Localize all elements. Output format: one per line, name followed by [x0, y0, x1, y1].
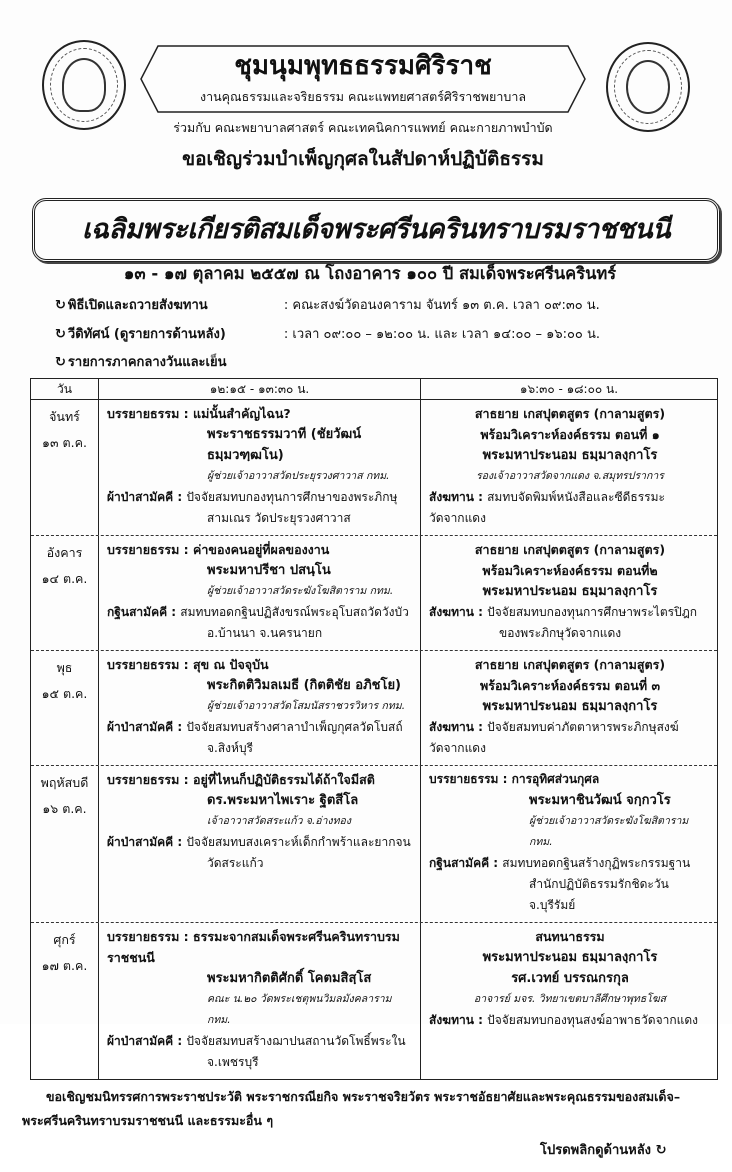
day-date: ๑๖ ต.ค. — [42, 801, 87, 816]
schedule-line — [429, 466, 711, 487]
schedule-line — [429, 811, 711, 853]
line-text: ธรรมะจากสมเด็จพระศรีนครินทราบรมราชชนนี — [107, 929, 400, 965]
header-midday: ๑๒:๑๕ - ๑๓:๓๐ น. — [99, 379, 421, 399]
info-label: พิธีเปิดและถวายสังฆทาน — [67, 298, 208, 313]
line-label: กฐินสามัคคี : — [429, 856, 503, 870]
day-day: พุธ — [56, 660, 73, 675]
line-label: สังฆทาน : — [429, 1013, 488, 1027]
line-text: สมทบจัดพิมพ์หนังสือและซีดีธรรมะ วัดจากแดง — [429, 490, 665, 525]
line-text: อาจารย์ มจร. วิทยาเขตบาลีศึกษาพุทธโฆส — [473, 993, 667, 1005]
line-text: ปัจจัยสมทบสร้างศาลาบำเพ็ญกุศลวัดโบสถ์ — [186, 720, 403, 734]
midday-cell — [99, 923, 421, 1079]
flip-over-note — [540, 1140, 718, 1162]
organization-title: ชุมนุมพุทธธรรมศิริราช — [234, 51, 492, 81]
schedule-line — [107, 623, 416, 644]
line-label: ผ้าป่าสามัคคี : — [107, 720, 187, 734]
schedule-line — [429, 989, 711, 1010]
info-program — [55, 353, 232, 373]
line-text: ผู้ช่วยเจ้าอาวาสวัดประยุรวงศาวาส กทม. — [207, 470, 390, 482]
line-text: พร้อมวิเคราะห์องค์ธรรม ตอนที่๒ — [482, 563, 658, 578]
schedule-line — [429, 487, 711, 529]
schedule-line — [429, 769, 711, 790]
day-day: จันทร์ — [49, 409, 80, 424]
schedule-line — [429, 623, 711, 644]
schedule-line — [429, 539, 711, 560]
day-cell — [31, 400, 99, 535]
line-label: บรรยายธรรม : — [107, 772, 194, 787]
schedule-line — [429, 403, 711, 424]
line-text: พร้อมวิเคราะห์องค์ธรรม ตอนที่ ๓ — [480, 678, 660, 693]
schedule-line — [107, 696, 416, 717]
schedule-line — [107, 989, 416, 1031]
line-text: จ.เพชรบุรี — [207, 1055, 259, 1069]
line-text: พระมหาประนอม ธมฺมาลงฺกาโร — [482, 448, 658, 463]
table-row — [31, 535, 717, 650]
line-text: ปัจจัยสมทบค่าภัตตาหารพระภิกษุสงฆ์วัดจากแดง — [429, 720, 679, 755]
banner-box — [32, 198, 720, 262]
day-cell — [31, 923, 99, 1079]
info-label: วีดิทัศน์ (ดูรายการด้านหลัง) — [67, 327, 226, 342]
info-value: : คณะสงฆ์วัดอนงคาราม จันทร์ ๑๓ ต.ค. เวลา ๐๙:๓๐ น. — [283, 298, 600, 313]
line-label: สังฆทาน : — [429, 605, 488, 619]
table-row — [31, 922, 717, 1079]
schedule-line — [107, 853, 416, 874]
line-text: พระมหาประนอม ธมฺมาลงฺกาโร — [482, 584, 658, 599]
exhibition-note-line1: ขอเชิญชมนิทรรศการพระราชประวัติ พระราชกรณียกิจ พระราชจริยวัตร พระราชอัธยาศัยและพระคุณธรรมของสมเด็จ– — [46, 1089, 681, 1104]
schedule-line — [107, 466, 416, 487]
info-opening — [55, 296, 600, 316]
line-text: อยู่ที่ไหนก็ปฏิบัติธรรมได้ถ้าใจมีสติ — [193, 772, 375, 787]
schedule-table — [30, 378, 718, 1080]
line-text: การอุทิศส่วนกุศล — [511, 772, 600, 786]
schedule-line — [107, 738, 416, 759]
line-text: เจ้าอาวาสวัดสระแก้ว จ.อ่างทอง — [207, 815, 351, 827]
line-text: ผู้ช่วยเจ้าอาวาสวัดระฆังโฆสิตาราม กทม. — [207, 585, 394, 597]
line-text: อ.บ้านนา จ.นครนายก — [207, 626, 323, 640]
line-label: บรรยายธรรม : — [107, 929, 194, 944]
line-text: ปัจจัยสมทบกองทุนการศึกษาพระไตรปิฎก — [487, 605, 698, 619]
schedule-line — [107, 602, 416, 623]
evening-cell — [421, 923, 717, 1079]
bullet-icon: ↻ — [55, 298, 66, 313]
schedule-line — [429, 926, 711, 947]
line-text: สำนักปฏิบัติธรรมรักชิดะวัน จ.บุรีรัมย์ — [529, 877, 669, 912]
schedule-line — [107, 654, 416, 675]
line-text: แม่นั้นสำคัญไฉน? — [193, 406, 291, 421]
line-text: รองเจ้าอาวาสวัดจากแดง จ.สมุทรปราการ — [476, 470, 664, 482]
schedule-line — [107, 487, 416, 508]
info-value: : เวลา ๐๙:๐๐ – ๑๒:๐๐ น. และ เวลา ๑๔:๐๐ – ๑๖:๐๐ น. — [283, 327, 600, 342]
day-date: ๑๗ ต.ค. — [41, 958, 88, 973]
line-label: บรรยายธรรม : — [107, 542, 194, 557]
line-text: สนทนาธรรม — [535, 929, 605, 944]
line-text: สาธยาย เกสปุตตสูตร (กาลามสูตร) — [474, 657, 666, 672]
bullet-icon: ↻ — [55, 327, 66, 342]
line-label: บรรยายธรรม : — [107, 406, 194, 421]
line-text: ปัจจัยสมทบสงเคราะห์เด็กกำพร้าและยากจน — [186, 835, 411, 849]
schedule-line — [107, 560, 416, 581]
cooperation-line: ร่วมกับ คณะพยาบาลศาสตร์ คณะเทคนิคการแพทย์ คณะกายภาพบำบัด — [173, 120, 553, 135]
line-text: ผู้ช่วยเจ้าอาวาสวัดโสมนัสราชวรวิหาร กทม. — [207, 700, 406, 712]
day-cell — [31, 766, 99, 922]
line-text: ปัจจัยสมทบสร้างฌาปนสถานวัดโพธิ์พระใน — [186, 1034, 406, 1048]
line-label: สังฆทาน : — [429, 490, 488, 504]
schedule-line — [429, 790, 711, 811]
header-day: วัน — [31, 379, 99, 399]
schedule-line — [429, 654, 711, 675]
line-text: พระกิตติวิมลเมธี (กิตติชัย อภิชโย) — [207, 678, 402, 693]
schedule-line — [107, 926, 416, 968]
schedule-line — [107, 581, 416, 602]
exhibition-note-line2: พระศรีนครินทราบรมราชชนนี และธรรมะอื่น ๆ — [22, 1113, 274, 1128]
schedule-line — [429, 424, 711, 445]
header-evening: ๑๖:๓๐ - ๑๘:๐๐ น. — [519, 382, 619, 396]
banner-title: เฉลิมพระเกียรติสมเด็จพระศรีนครินทราบรมราชชนนี — [81, 214, 671, 245]
schedule-line — [429, 853, 711, 874]
schedule-line — [107, 790, 416, 811]
line-text: ค่าของคนอยู่ที่ผลของงาน — [193, 542, 330, 557]
flip-text: โปรดพลิกดูด้านหลัง — [540, 1143, 652, 1158]
line-label: บรรยายธรรม : — [107, 657, 194, 672]
line-text: สมทบทอดกฐินปฏิสังขรณ์พระอุโบสถวัดวังบัว — [180, 605, 409, 619]
evening-cell — [421, 651, 717, 765]
schedule-line — [429, 696, 711, 717]
table-row — [31, 650, 717, 765]
line-text: พระมหาปรีชา ปสนฺโน — [207, 563, 331, 578]
main-content — [22, 378, 718, 1172]
line-text: สมทบทอดกฐินสร้างกุฏิพระกรรมฐาน — [502, 856, 691, 870]
schedule-line — [107, 424, 416, 466]
schedule-line — [429, 874, 711, 916]
schedule-line — [429, 445, 711, 466]
line-text: พระมหาประนอม ธมฺมาลงฺกาโร — [482, 699, 658, 714]
schedule-line — [429, 717, 711, 759]
line-label: กฐินสามัคคี : — [107, 605, 181, 619]
invitation-heading: ขอเชิญร่วมบำเพ็ญกุศลในสัปดาห์ปฏิบัติธรรม — [182, 148, 544, 170]
line-text: คณะ น.๒๐ วัดพระเชตุพนวิมลมังคลาราม กทม. — [207, 993, 392, 1026]
day-date: ๑๓ ต.ค. — [42, 435, 87, 450]
line-text: พระมหาชินวัฒน์ จกฺกวโร — [529, 793, 671, 808]
line-text: พร้อมวิเคราะห์องค์ธรรม ตอนที่ ๑ — [480, 427, 660, 442]
schedule-line — [429, 968, 711, 989]
midday-cell — [99, 766, 421, 922]
dates-venue: ๑๓ - ๑๗ ตุลาคม ๒๕๕๗ ณ โถงอาคาร ๑๐๐ ปี สมเด็จพระศรีนครินทร์ — [123, 264, 617, 283]
line-label: สังฆทาน : — [429, 720, 488, 734]
line-text: สามเณร วัดประยุรวงศาวาส — [207, 511, 351, 525]
midday-cell — [99, 400, 421, 535]
schedule-line — [107, 1052, 416, 1073]
schedule-line — [107, 811, 416, 832]
organization-subtitle: งานคุณธรรมและจริยธรรม คณะแพทยศาสตร์ศิริราชพยาบาล — [200, 89, 526, 104]
line-text: พระมหาประนอม ธมฺมาลงฺกาโร — [482, 950, 658, 965]
info-label: รายการภาคกลางวันและเย็น — [67, 355, 227, 370]
schedule-line — [107, 403, 416, 424]
line-text: ปัจจัยสมทบกองทุนสงฆ์อาพาธวัดจากแดง — [487, 1013, 698, 1027]
day-day: ศุกร์ — [53, 932, 76, 947]
midday-cell — [99, 536, 421, 650]
schedule-line — [429, 581, 711, 602]
line-text: ของพระภิกษุวัดจากแดง — [499, 626, 622, 640]
line-label: บรรยายธรรม : — [429, 772, 512, 786]
day-cell — [31, 651, 99, 765]
line-text: รศ.เวทย์ บรรณกรกุล — [511, 971, 629, 986]
day-day: อังคาร — [46, 545, 83, 560]
line-text: ปัจจัยสมทบกองทุนการศึกษาของพระภิกษุ — [186, 490, 398, 504]
schedule-line — [429, 560, 711, 581]
schedule-line — [107, 539, 416, 560]
day-day: พฤหัสบดี — [40, 775, 89, 790]
schedule-line — [429, 947, 711, 968]
faculty-seal-logo — [42, 40, 126, 130]
schedule-line — [107, 968, 416, 989]
day-date: ๑๕ ต.ค. — [41, 686, 88, 701]
schedule-line — [107, 1031, 416, 1052]
dharma-wheel-logo — [606, 42, 690, 132]
evening-cell — [421, 400, 717, 535]
midday-cell — [99, 651, 421, 765]
schedule-line — [107, 508, 416, 529]
info-video — [55, 325, 600, 345]
schedule-line — [107, 832, 416, 853]
turn-arrow-icon: ↻ — [655, 1143, 667, 1158]
line-text: พระราชธรรมวาที (ชัยวัฒน์ ธมฺมวฑฺฒโน) — [207, 427, 362, 463]
line-text: ผู้ช่วยเจ้าอาวาสวัดระฆังโฆสิตาราม กทม. — [529, 815, 689, 848]
schedule-line — [107, 769, 416, 790]
schedule-line — [429, 602, 711, 623]
day-cell — [31, 536, 99, 650]
evening-cell — [421, 536, 717, 650]
line-text: สุข ณ ปัจจุบัน — [193, 657, 269, 672]
bullet-icon: ↻ — [55, 355, 66, 370]
table-header — [31, 379, 717, 400]
table-row — [31, 400, 717, 535]
line-text: จ.สิงห์บุรี — [207, 741, 254, 755]
line-label: ผ้าป่าสามัคคี : — [107, 490, 187, 504]
schedule-line — [429, 1010, 711, 1031]
evening-cell — [421, 766, 717, 922]
line-text: พระมหากิตติศักดิ์ โคตมสิสฺโส — [207, 971, 372, 986]
line-text: วัดสระแก้ว — [207, 856, 264, 870]
line-text: สาธยาย เกสปุตตสูตร (กาลามสูตร) — [474, 542, 666, 557]
schedule-line — [107, 675, 416, 696]
line-label: ผ้าป่าสามัคคี : — [107, 1034, 187, 1048]
schedule-line — [107, 717, 416, 738]
table-row — [31, 765, 717, 922]
line-text: สาธยาย เกสปุตตสูตร (กาลามสูตร) — [474, 406, 666, 421]
day-date: ๑๔ ต.ค. — [41, 571, 88, 586]
line-text: ดร.พระมหาไพเราะ ฐิตสีโล — [207, 793, 359, 808]
line-label: ผ้าป่าสามัคคี : — [107, 835, 187, 849]
schedule-line — [429, 675, 711, 696]
